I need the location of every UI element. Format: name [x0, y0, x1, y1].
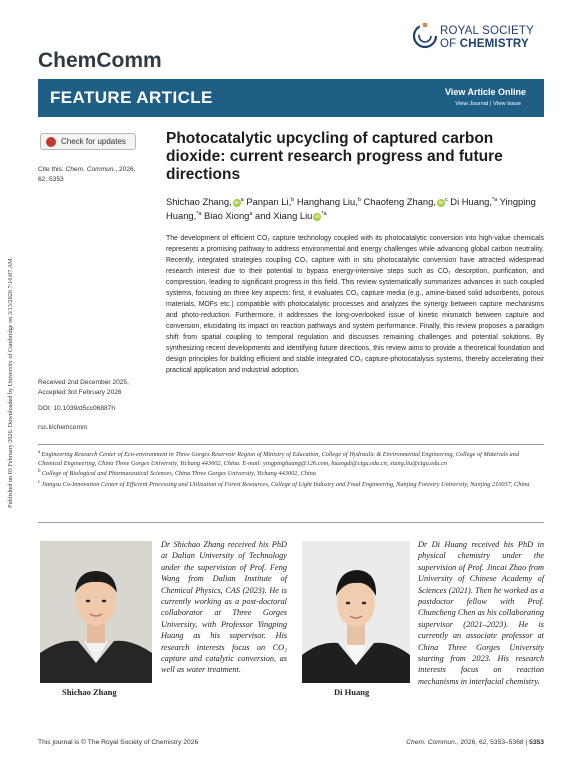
author-name: and Xiang Liu: [252, 210, 313, 222]
orcid-icon[interactable]: iD: [315, 214, 320, 220]
received-dates: [38, 378, 129, 397]
rsc-logo-line2: OF CHEMISTRY: [440, 38, 529, 50]
author-name: Panpan Li,: [243, 196, 292, 208]
author-name: Di Huang,: [447, 196, 492, 208]
bio-di-huang: Dr Di Huang received his PhD in physical chemistry under the supervision of Prof. Jincai Zhao from University of Chinese Academy of Sciences (2021). Then he worked as a postdoctor fellow with Prof. Chuncheng Chen as his collaborating supervisor (2021–2023). He is currently an associate professor at China Three Gorges University starting from 2023. His research interests focus on reaction mechanisms in interfacial chemistry.: [418, 540, 544, 686]
author-name: Biao Xiong: [201, 210, 250, 222]
check-for-updates-label: Check for updates: [61, 137, 126, 146]
page-number: 5353: [529, 739, 544, 746]
banner-links: [455, 101, 521, 107]
author-name: Hanghang Liu,: [294, 196, 358, 208]
citation: Cite this: Chem. Commun., 2026, 62, 5353: [38, 166, 136, 183]
orcid-icon[interactable]: iD: [438, 200, 444, 206]
link-separator: |: [488, 101, 494, 107]
orcid-icon[interactable]: iD: [234, 200, 239, 206]
author-affiliation-marker: c: [444, 197, 448, 203]
view-journal-link[interactable]: View Journal: [455, 101, 489, 107]
accepted-date: Accepted 3rd February 2026: [38, 388, 122, 396]
author-affiliation-marker: b: [357, 197, 361, 203]
affiliations: [38, 449, 544, 490]
divider: [38, 444, 544, 445]
affiliation: $^b$ College of Biological and Pharmaceutical Sciences, China Three Gorges University, Yichang 443002, China: [38, 469, 316, 478]
received-date: Received 2nd December 2025,: [38, 379, 129, 386]
affiliation: $^a$ Engineering Research Center of Eco-environment in Three Gorges Reservoir Region of Ministry of Education, College of Hydraulic & Environmental Engineering, College of Materials and Chemical Engineering, China Three Gorges University, Yichang 443002, China. E-mail: yingpinghuang@126.com, huangdi@ctgu.edu.cn, xiang.liu@ctgu.edu.cn: [38, 450, 519, 467]
article-type: FEATURE ARTICLE: [50, 88, 213, 107]
article-title: Photocatalytic upcycling of captured carbon dioxide: current research progress and future directions: [166, 130, 503, 183]
rsc-logo[interactable]: [412, 20, 552, 56]
rsc-logo-icon: [412, 20, 438, 52]
author-name: Shichao Zhang,: [166, 196, 232, 208]
journal-name: ChemComm: [38, 49, 162, 72]
check-for-updates-button[interactable]: [40, 133, 136, 150]
author-affiliation-marker: *a: [321, 211, 327, 218]
download-notice-text: Published on 03 February 2026. Downloaded by University of Cambridge on 3/13/2026 7:16:07 AM.: [7, 256, 14, 508]
footer-copyright: This journal is © The Royal Society of Chemistry 2026: [38, 739, 199, 746]
author-name: Yingping Huang,: [166, 196, 536, 222]
affiliation: $^c$ Jiangsu Co-Innovation Center of Efficient Processing and Utilization of Forest Resources, College of Light Industry and Food Engineering, Nanjing Forestry University, Nanjing 210037, China: [38, 479, 530, 489]
rsc-logo-line1: ROYAL SOCIETY: [440, 25, 534, 37]
check-for-updates-icon: [46, 137, 56, 147]
download-notice: [0, 0, 14, 520]
author-photo-di-huang: [302, 541, 410, 683]
article-type-banner: [38, 79, 544, 117]
author-list: [166, 194, 546, 222]
author-affiliation-marker: b: [291, 197, 295, 203]
view-article-online-link[interactable]: View Article Online: [444, 87, 526, 97]
author-affiliation-marker: *a: [196, 211, 202, 218]
journal-site-link[interactable]: rsc.li/chemcomm: [38, 424, 88, 431]
view-issue-link[interactable]: View Issue: [493, 101, 521, 107]
divider: [38, 522, 544, 523]
bio-name-shichao-zhang: Shichao Zhang: [62, 687, 117, 697]
doi[interactable]: DOI: 10.1039/d5cc06887h: [38, 405, 115, 412]
author-affiliation-marker: a: [249, 211, 253, 218]
bio-name-di-huang: Di Huang: [334, 687, 370, 697]
author-photo-shichao-zhang: [40, 541, 152, 683]
abstract: The development of efficient CO₂ capture technology coupled with its photocatalytic conversion into high-value chemicals represents a promising pathway to address environmental and energy challenges while advancing global carbon neutrality. Recently, integrated strategies coupling CO₂ capture with in situ photocatalytic conversion have attracted widespread research interest due to their potential to bypass energy-intensive steps such as CO₂ desorption, purification, and compression, leading to significant progress in this field. This review systematically summarizes advances in such coupled systems, focusing on three key aspects: first, it evaluates CO₂ capture media (e.g., amine-based solid adsorbents, porous materials, MOFs etc.) compatible with photocatalytic processes and analyzes the synergy between capture mechanisms and photo-reduction. Furthermore, it addresses the long-overlooked issue of kinetic mismatch between capture and conversion, elucidating its impact on reaction pathways and system performance. Finally, this review proposes a paradigm shift from spatial coupling to temporal regulation and discusses remaining challenges and potential solutions. By synthesizing recent developments and identifying future directions, this review aims to provide a theoretical foundation and design principles for building efficient and stable integrated CO₂ capture-photocatalysis systems, thereby accelerating their practical application and industrial adoption.: [166, 235, 544, 374]
author-affiliation-marker: a: [240, 197, 244, 203]
bio-shichao-zhang: Dr Shichao Zhang received his PhD at Dalian University of Technology under the supervision of Prof. Feng Wang from Dalian Institute of Chemical Physics, CAS (2023). He is currently working as a post-doctoral collaborator at Three Gorges University, with Professor Yingping Huang as his supervisor. His research interests focus on CO₂ capture and catalytic conversion, as well as water treatment.: [161, 540, 287, 675]
footer-citation: Chem. Commun., 2026, 62, 5353–5368 | 5353: [406, 739, 544, 746]
author-name: Chaofeng Zhang,: [360, 196, 436, 208]
author-affiliation-marker: *a: [492, 197, 498, 203]
